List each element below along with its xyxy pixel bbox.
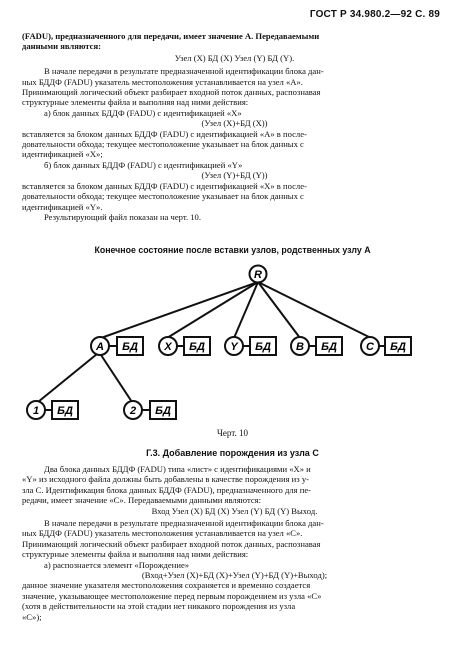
root-node [250,266,267,283]
line: б) блок данных БДДФ (FADU) с идентификацией «Y» [44,159,243,170]
node-2 [124,401,176,419]
node-label: X [164,341,172,353]
line: вставляется за блоком данных БДДФ (FADU) с идентификацией «А» в после- [22,128,307,139]
line: ных БДДФ (FADU) указатель местоположения устанавливается на узел «С». [22,528,303,539]
line: структурные элементы файла и выполняя над ними действия: [22,97,249,108]
edge [258,282,371,338]
node-label: Y [230,341,238,353]
block-label: БД [155,405,171,417]
edge [38,354,97,402]
top-text-block [22,31,447,222]
section-title: Г.3. Добавление порождения из узла С [146,448,319,458]
node-label: A [96,341,104,353]
line: В начале передачи в результате предназначенной идентификации блока дан- [44,518,324,529]
line: «С»); [22,611,42,622]
node-a [91,337,143,355]
node-label: B [296,341,304,353]
formula: (Узел (X)+БД (X)) [201,118,268,129]
node-b [291,337,342,355]
line: довательности обхода; текущее местоположение указывает на блок данных с [22,191,304,202]
line: зла С. Идентификация блока данных БДДФ (FADU), предназначенного для пе- [22,484,312,495]
line: а) блок данных БДДФ (FADU) с идентификацией «X» [44,107,242,118]
line: Принимающий логический объект разбирает входной поток данных, распознавая [22,87,321,98]
node-y [225,337,276,355]
line: а) распознается элемент «Порождение» [44,559,190,570]
formula: (Узел (Y)+БД (Y)) [201,170,268,181]
line: довательности обхода; текущее местоположение указывает на блок данных с [22,139,304,150]
line: «Y» из исходного файла должны быть добавлены в качестве порождения из у- [22,474,309,485]
line: структурные элементы файла и выполняя над ними действия: [22,549,249,560]
figure-caption: Черт. 10 [217,428,248,438]
node-label: 1 [32,405,40,417]
line: Результирующий файл показан на черт. 10. [44,211,201,222]
block-label: БД [189,341,205,353]
block-label: БД [321,341,337,353]
block-label: БД [122,341,138,353]
node-1 [27,401,78,419]
line: значение, указывающее местоположение перед первым порождением из узла «С» [22,590,322,601]
line: данными являются: [22,41,101,52]
line: ных БДДФ (FADU) указатель местоположения устанавливается на узел «А». [22,76,303,87]
formula: Вход Узел (X) БД (X) Узел (Y) БД (Y) Выход. [151,505,318,516]
line: (FADU), предназначенного для передачи, имеет значение А. Передаваемыми [22,31,320,41]
node-x [159,337,210,355]
figure-title: Конечное состояние после вставки узлов, родственных узлу А [94,245,371,255]
line: идентификацией «X»; [22,149,103,160]
page-header: ГОСТ Р 34.980.2—92 С. 89 [309,9,440,20]
node-label: R [254,269,262,281]
tree-diagram [0,260,465,430]
node-label: 2 [129,405,137,417]
edge [258,282,300,338]
node-label: C [366,341,374,353]
line: В начале передачи в результате предназначенной идентификации блока дан- [44,66,324,77]
section-text-block [22,464,447,622]
block-label: БД [255,341,271,353]
block-label: БД [390,341,406,353]
line: данное значение указателя местоположения сохраняется и временно создается [22,580,311,591]
line: вставляется за блоком данных БДДФ (FADU) с идентификацией «X» в после- [22,180,307,191]
line: редачи, имеет значение «С». Передаваемыми данными являются: [22,495,261,506]
line: Принимающий логический объект разбирает входной поток данных, распознавая [22,538,321,549]
edge [101,355,132,402]
line: идентификацией «Y». [22,201,103,212]
formula: Узел (X) БД (X) Узел (Y) БД (Y). [174,52,295,63]
node-c [361,337,411,355]
line: Два блока данных БДДФ (FADU) типа «лист» с идентификациями «X» и [44,464,311,474]
formula: (Вход+Узел (X)+БД (X)+Узел (Y)+БД (Y)+Выход); [141,570,328,581]
line: (хотя в действительности на этой стадии нет никакого порождения из узла [22,601,296,612]
block-label: БД [57,405,73,417]
